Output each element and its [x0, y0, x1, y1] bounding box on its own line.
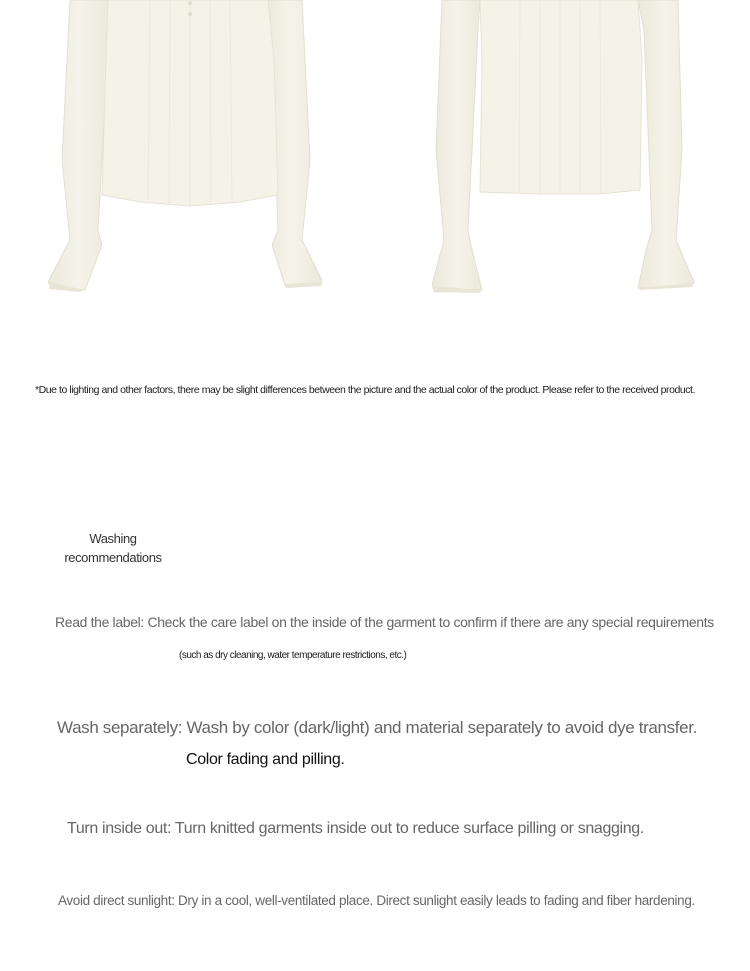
wash-separately-subtext: Color fading and pilling. [186, 751, 345, 768]
avoid-sunlight-text: Avoid direct sunlight: Dry in a cool, well-ventilated place. Direct sunlight easily leads to fading and fiber hardening. [58, 893, 695, 908]
washing-recommendations-title: Washing recommendations [64, 531, 162, 565]
sweater-front-view-image [40, 0, 340, 300]
product-images [0, 0, 750, 310]
wash-separately-text: Wash separately: Wash by color (dark/light) and material separately to avoid dye transfer. [57, 718, 697, 737]
sweater-back-view-image [420, 0, 720, 300]
read-label-text: Read the label: Check the care label on the inside of the garment to confirm if there are any special requirements [55, 614, 714, 630]
color-disclaimer: *Due to lighting and other factors, there may be slight differences between the picture and the actual color of the product. Please refer to the received product. [34, 384, 695, 396]
turn-inside-out-text: Turn inside out: Turn knitted garments inside out to reduce surface pilling or snagging. [67, 820, 644, 837]
read-label-subtext: (such as dry cleaning, water temperature restrictions, etc.) [179, 650, 407, 661]
